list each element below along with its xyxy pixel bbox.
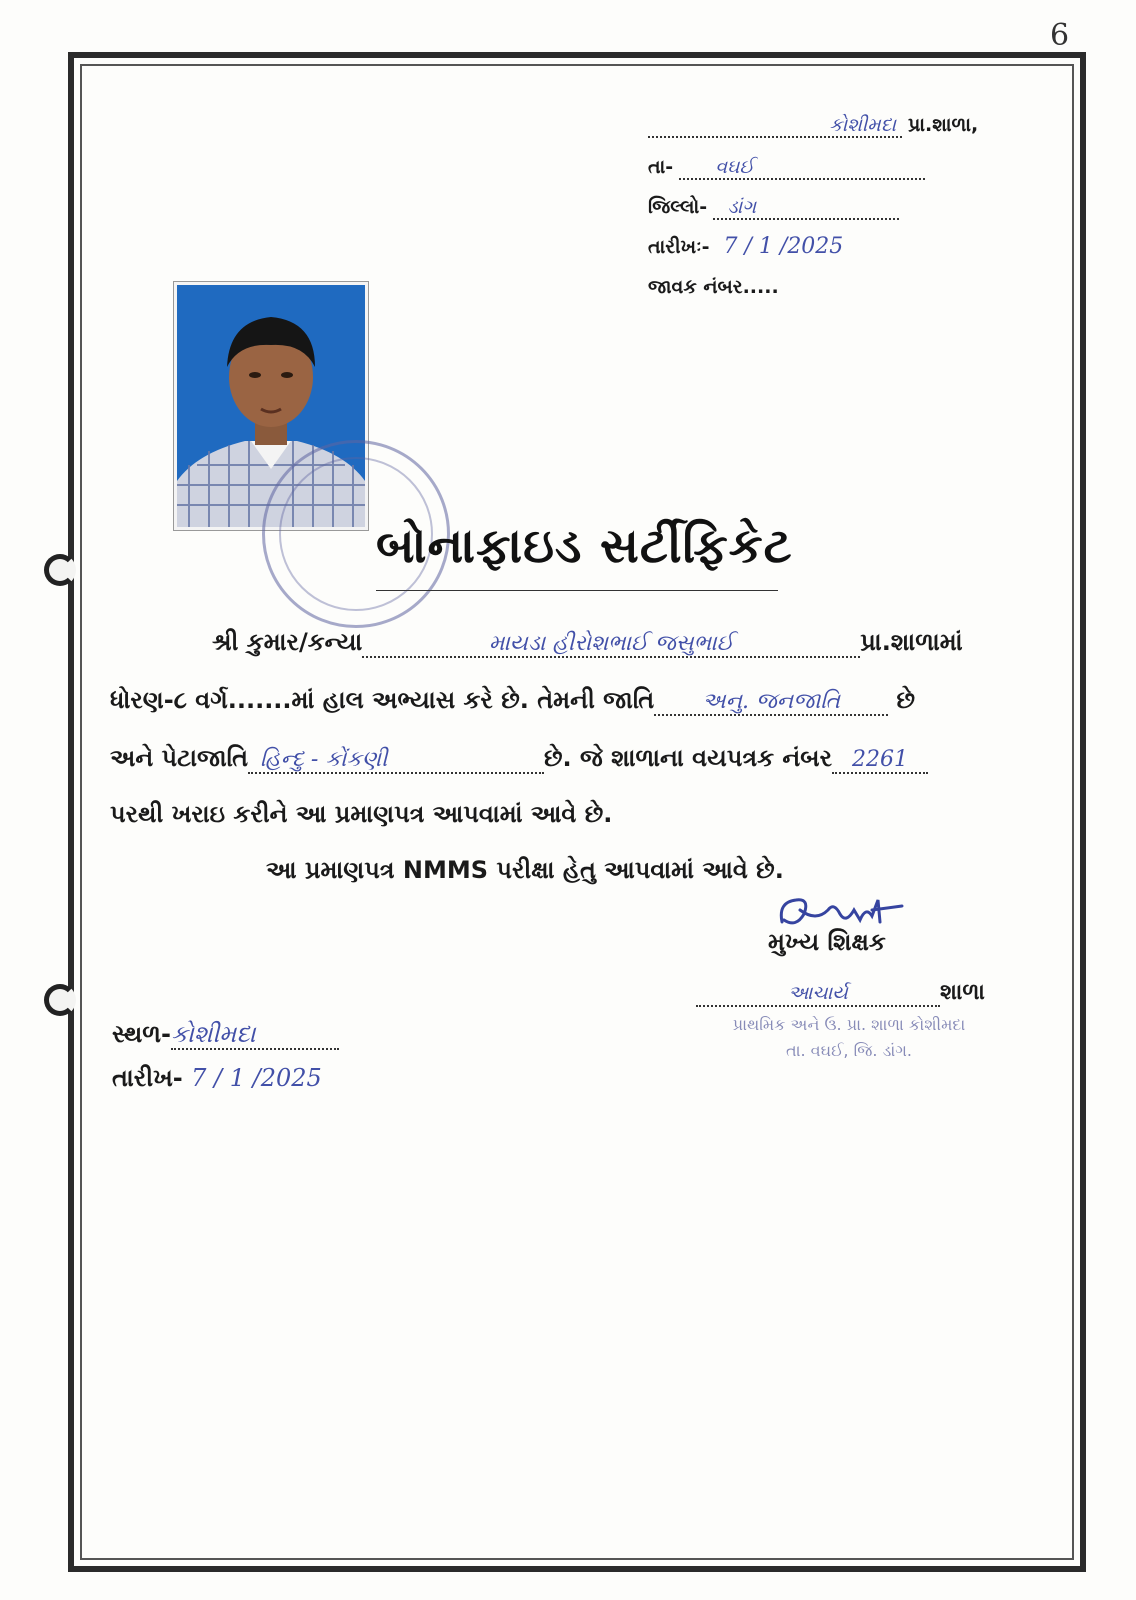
header-date-label: તારીખઃ- [648, 236, 710, 258]
principal-designation: આચાર્ય [788, 982, 848, 1004]
punch-hole-top [44, 554, 76, 586]
certificate-title: બોનાફાઇડ સર્ટીફિકેટ [376, 518, 793, 574]
body-line-5: આ પ્રમાણપત્ર NMMS પરીક્ષા હેતુ આપવામાં આવે છે. [266, 856, 784, 884]
student-name: માયડા હીરોશભાઈ જસુભાઈ [488, 631, 734, 656]
body-line-4: પરથી ખરાઇ કરીને આ પ્રમાણપત્ર આપવામાં આવે છે. [110, 800, 613, 828]
footer-date-label: તારીખ- [112, 1064, 183, 1092]
header-school-line [648, 114, 978, 138]
punch-hole-bottom [44, 984, 76, 1016]
header-district-label: જિલ્લો- [648, 196, 708, 218]
header-outward-line [648, 276, 779, 298]
title-underline [376, 590, 778, 591]
footer-place-label: સ્થળ- [112, 1020, 171, 1048]
footer-date-line [112, 1064, 322, 1092]
header-date-value: 7 / 1 /2025 [723, 234, 844, 259]
header-taluka-line [648, 156, 925, 180]
headmaster-title: મુખ્ય શિક્ષક [768, 928, 886, 956]
school-signature-line [696, 980, 985, 1007]
header-date-line [648, 234, 843, 259]
body-line-3 [110, 744, 928, 774]
register-number: 2261 [851, 747, 908, 772]
footer-place-line [112, 1020, 339, 1050]
header-outward-label: જાવક નંબર..... [648, 276, 779, 298]
school-stamp-line2: તા. વઘઈ, જિ. ડાંગ. [785, 1041, 913, 1060]
header-taluka-value: વઘઈ [715, 156, 755, 178]
body-line2-suffix: છે [896, 686, 916, 714]
body-line1-prefix: શ્રી કુમાર/કન્યા [212, 628, 363, 656]
page-number: 6 [1050, 18, 1070, 53]
body-line-2 [110, 686, 915, 716]
footer-place-value: કોશીમદા [170, 1020, 256, 1048]
footer-date-value: 7 / 1 /2025 [191, 1064, 322, 1092]
body-line3-middle: છે. જે શાળાના વયપત્રક નંબર [543, 744, 832, 772]
header-school-suffix: પ્રા.શાળા, [908, 114, 979, 136]
header-school-name: કોશીમદા [829, 114, 896, 136]
subcaste-value: હિન્દુ - કોંકણી [259, 747, 388, 772]
header-district-line [648, 196, 899, 220]
body-line-1 [212, 628, 963, 658]
school-line-suffix: શાળા [940, 980, 985, 1005]
body-line2-prefix: ધોરણ-૮ વર્ગ.......માં હાલ અભ્યાસ કરે છે. તેમની જાતિ [110, 686, 655, 714]
school-stamp-line1: પ્રાથમિક અને ઉ. પ્રા. શાળા કોશીમદા [732, 1015, 966, 1034]
header-district-value: ડાંગ [727, 196, 757, 218]
header-taluka-label: તા- [648, 156, 674, 178]
school-rubber-stamp [688, 1012, 1010, 1064]
body-line1-suffix: પ્રા.શાળામાં [860, 628, 963, 656]
caste-value: અનુ. જનજાતિ [702, 689, 840, 714]
body-line3-prefix: અને પેટાજાતિ [110, 744, 248, 772]
